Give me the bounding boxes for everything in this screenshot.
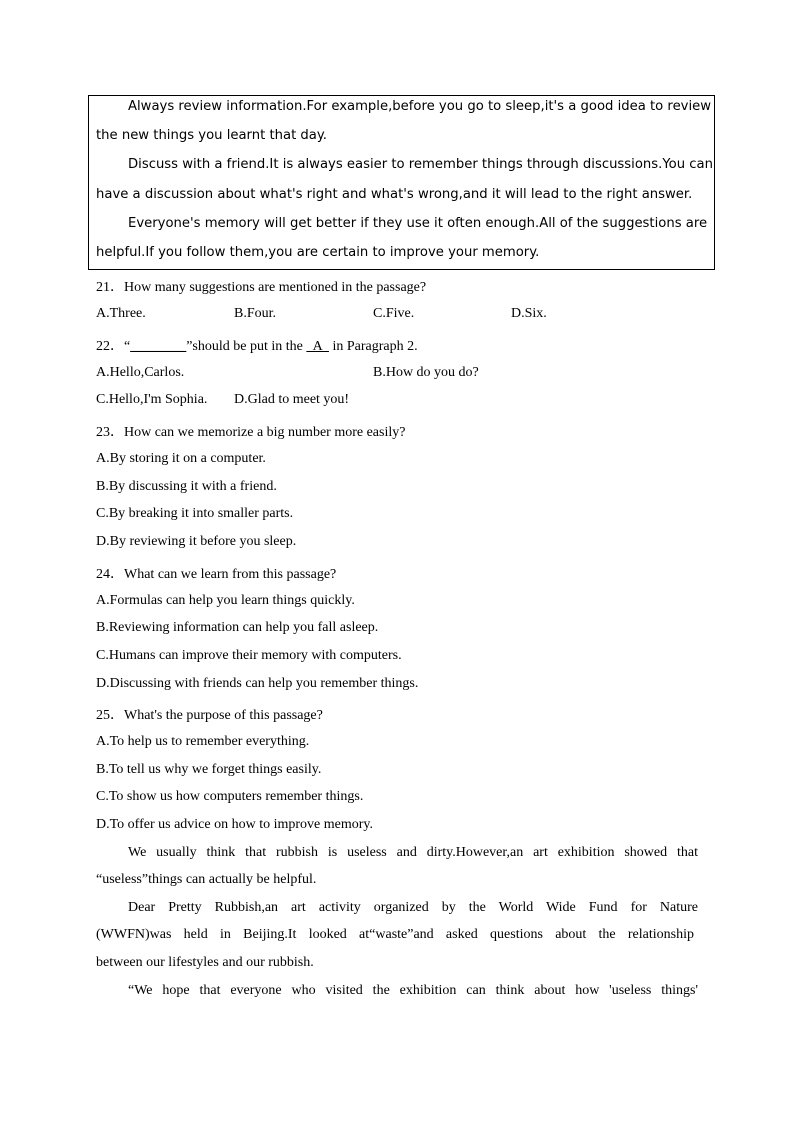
passage-box [88,95,715,270]
question-22-prefix: 22．“ [96,339,131,354]
box-paragraph-1-line-2: the new things you learnt that day. [96,128,327,143]
passage-line-3: Dear Pretty Rubbish,an art activity organized by the World Wide Fund for Nature [128,900,698,915]
question-23-option-c[interactable]: C.By breaking it into smaller parts. [96,506,294,521]
question-25-stem: 25．What's the purpose of this passage? [96,708,323,723]
question-24-option-d[interactable]: D.Discussing with friends can help you remember things. [96,676,419,691]
question-23-option-b[interactable]: B.By discussing it with a friend. [96,479,277,494]
passage-line-1: We usually think that rubbish is useless and dirty.However,an art exhibition showed that [128,845,698,860]
question-21-stem: 21．How many suggestions are mentioned in the passage? [96,280,427,295]
question-22-option-c[interactable]: C.Hello,I'm Sophia. [96,392,208,407]
question-23-stem: 23．How can we memorize a big number more easily? [96,425,406,440]
passage-line-2: “useless”things can actually be helpful. [96,872,317,887]
question-22-option-b[interactable]: B.How do you do? [373,365,479,380]
box-paragraph-2-line-1: Discuss with a friend.It is always easier to remember things through discussions.You can [128,157,713,172]
passage-line-6: “We hope that everyone who visited the exhibition can think about how 'useless things' [128,983,698,998]
question-22-option-d[interactable]: D.Glad to meet you! [234,392,350,407]
question-22-suffix: in Paragraph 2. [328,339,418,354]
question-24-option-b[interactable]: B.Reviewing information can help you fall asleep. [96,620,379,635]
question-24-option-c[interactable]: C.Humans can improve their memory with computers. [96,648,402,663]
passage-line-5: between our lifestyles and our rubbish. [96,955,314,970]
question-23-option-a[interactable]: A.By storing it on a computer. [96,451,266,466]
box-paragraph-1-line-1: Always review information.For example,before you go to sleep,it's a good idea to review [128,99,712,114]
question-25-option-b[interactable]: B.To tell us why we forget things easily. [96,762,322,777]
question-22-blank-label: A [306,339,329,354]
question-21-option-a[interactable]: A.Three. [96,306,146,321]
question-25-option-d[interactable]: D.To offer us advice on how to improve memory. [96,817,374,832]
question-22-middle: ”should be put in the [186,339,307,354]
question-23-option-d[interactable]: D.By reviewing it before you sleep. [96,534,297,549]
question-21-option-c[interactable]: C.Five. [373,306,415,321]
question-21-option-d[interactable]: D.Six. [511,306,547,321]
box-paragraph-3-line-2: helpful.If you follow them,you are certain to improve your memory. [96,245,540,260]
question-24-option-a[interactable]: A.Formulas can help you learn things quickly. [96,593,355,608]
question-25-option-a[interactable]: A.To help us to remember everything. [96,734,310,749]
question-24-stem: 24．What can we learn from this passage? [96,567,337,582]
question-22-stem [96,335,418,355]
question-22-option-a[interactable]: A.Hello,Carlos. [96,365,185,380]
question-22-blank: ________ [130,339,187,354]
box-paragraph-2-line-2: have a discussion about what's right and what's wrong,and it will lead to the right answer. [96,187,693,202]
box-paragraph-3-line-1: Everyone's memory will get better if they use it often enough.All of the suggestions are [128,216,708,231]
passage-line-4: (WWFN)was held in Beijing.It looked at“waste”and asked questions about the relationship [96,927,694,942]
question-25-option-c[interactable]: C.To show us how computers remember things. [96,789,364,804]
question-21-option-b[interactable]: B.Four. [234,306,277,321]
